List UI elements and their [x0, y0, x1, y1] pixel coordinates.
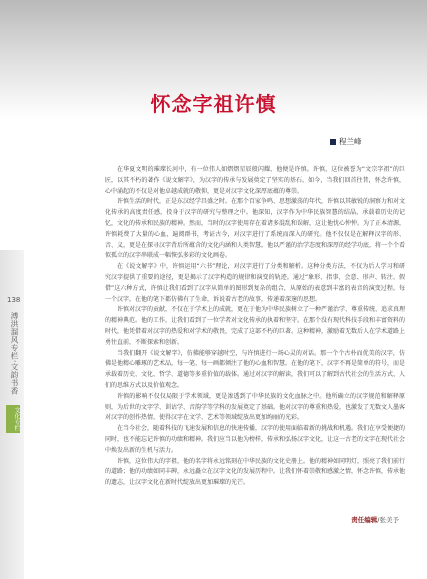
paragraph: 许慎生活的时代，正是东汉经学昌盛之时。在那个百家争鸣、思想激荡的年代，许慎以其敏锐的洞察力和对文化传承的高度责任感，投身于汉字的研究与整理之中。他深知，汉字作为中华民族智慧的结晶，承载着历史的记忆，文化的传承和民族的精神。然而，当时的汉字使用存在着诸多混乱和误解，这让他忧心忡忡。为了正本清源，许慎耗费了大量的心血，遍阅群书，考证古今，对汉字进行了系统而深入的研究。他不仅仅是在解释汉字的形、音、义，更是在探寻汉字背后所蕴含的文化内涵和人类智慧。他以严谨的治学态度和深厚的经学功底，将一个个看似孤立的汉字串联成一幅恢弘多彩的文化画卷。: [105, 198, 406, 260]
paragraph: 许慎对汉字的贡献，不仅在于学术上的成就，更在于他为中华民族树立了一种严谨治学、尊重传统、追求真理的精神典范。他的工作，让我们看到了一位学者对文化传承的执着和坚守。在那个没有现代科技手段和丰富资料的时代，他凭借着对汉字的热爱和对学术的敬畏，完成了这部不朽的巨著。这种精神，激励着无数后人在学术道路上勇往直前，不断探索和创新。: [105, 306, 406, 346]
paragraph: 许慎的影响不仅仅局限于学术领域，更是渗透到了中华民族的文化血脉之中。他所确立的汉字规范和解释原则，为后世的文字学、训诂学、音韵学等学科的发展奠定了基础。他对汉字的尊重和热爱，也激发了无数文人墨客对汉字的创作热情，使得汉字在文学、艺术等领域绽放出更加绚丽的光彩。: [105, 392, 406, 422]
editor-label: 责任编辑: [351, 516, 378, 524]
paragraph: 许慎，这位伟大的字祖，他的名字将永远铭刻在中华民族的文化史册上。他的精神如同明灯，照亮了我们前行的道路；他的功绩如同丰碑，永远矗立在汉字文化的发展历程中。让我们怀着崇敬和感激之情，怀念许慎，传承他的遗志，让汉字文化在新时代绽放出更加璀璨的光芒。: [105, 457, 406, 487]
byline: [330, 136, 362, 147]
paragraph: 在当今社会，随着科技的飞速发展和信息的快速传播，汉字的使用面临着新的挑战和机遇。我们在享受便捷的同时，也不能忘记许慎的功绩和精神。我们应当以他为榜样，传承和弘扬汉字文化，让这一古老的文字在现代社会中焕发出新的生机与活力。: [105, 425, 406, 454]
square-bullet-icon: [330, 139, 336, 145]
article-title: 怀念字祖许慎: [150, 92, 277, 116]
column-tag: 文化专栏: [6, 405, 20, 433]
column-name: 溥洪溜风专栏·文韵书香: [10, 312, 19, 395]
editor-credit: [351, 515, 399, 524]
article-body: [105, 165, 405, 489]
author-name: 程兰峰: [339, 137, 362, 146]
editor-name: 张美予: [379, 516, 399, 524]
editor-separator: /: [377, 516, 380, 524]
paragraph: 在《说文解字》中，许慎运用“六书”理论，对汉字进行了分类和解析。这种分类方法，不仅为后人学习和研究汉字提供了重要的途径，更是揭示了汉字构造的规律和演变的轨迹。通过“象形、指事、会意、形声、转注、假借”这六种方式，许慎让我们看到了汉字从简单的图形到复杂的组合，从原始的表意到丰富的表音的演变过程。每一个汉字，在他的笔下都仿佛有了生命，诉说着古老的故事，传递着深邃的思想。: [105, 263, 405, 303]
paragraph: 当我们翻开《说文解字》，仿佛能够穿越时空，与许慎进行一场心灵的对话。那一个个古朴而优美的汉字，仿佛是他精心雕琢的艺术品，每一笔、每一画都倾注了他的心血和智慧。在他的笔下，汉字不再是简单的符号，而是承载着历史、文化、哲学、道德等多重价值的载体。通过对汉字的解读，我们可以了解到古代社会的生活方式、人们的思维方式以及价值观念。: [105, 349, 406, 389]
page-number: 138: [7, 296, 21, 304]
paragraph: 在华夏文明的璀璨长河中，有一位伟人如熠熠星辰般闪耀，他便是许慎。许慎，这位被誉为“文宗字祖”的巨匠，以其不朽的著作《说文解字》，为汉字的传承与发展奠定了坚实的基石。如今，当我们回首往昔，怀念许慎，心中涌起的不仅是对他卓越成就的敬仰，更是对汉字文化深厚底蕴的尊崇。: [105, 166, 405, 195]
